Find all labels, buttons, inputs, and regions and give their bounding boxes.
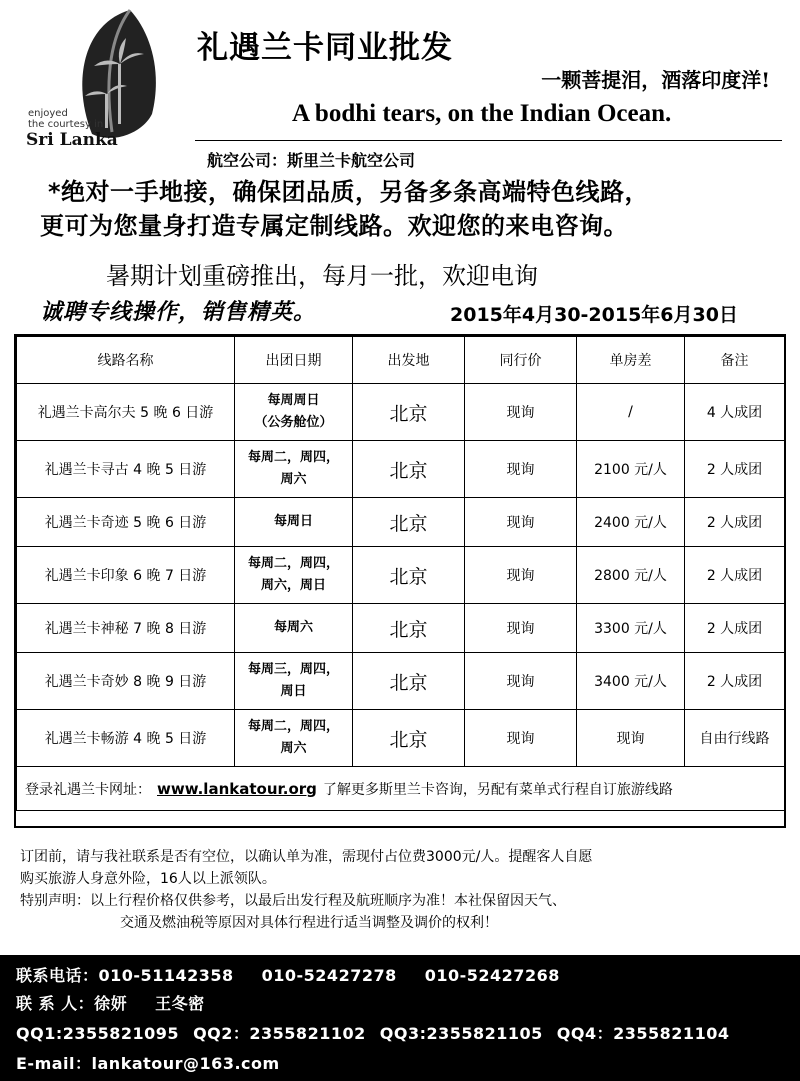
peer-price: 现询	[465, 498, 577, 547]
column-header: 单房差	[577, 337, 685, 384]
contact-panel	[0, 955, 800, 1081]
single-supplement: 3300 元/人	[577, 604, 685, 653]
route-table	[14, 334, 786, 828]
recruit-notice: 诚聘专线操作，销售精英。	[40, 300, 317, 325]
phone-label: 联系电话：	[16, 966, 99, 985]
qq-number: QQ2：2355821102	[193, 1024, 366, 1043]
peer-price: 现询	[465, 441, 577, 498]
contact-persons	[16, 991, 205, 1014]
website-label: 登录礼遇兰卡网址：	[25, 781, 151, 798]
peer-price: 现询	[465, 384, 577, 441]
table-row	[17, 710, 785, 767]
departure-city: 北京	[353, 653, 465, 710]
website-link[interactable]: www.lankatour.org	[157, 779, 317, 798]
phone-number: 010-52427268	[424, 966, 560, 985]
notes-line: 特别声明：以上行程价格仅供参考，以最后出发行程及航班顺序为准！本社保留因天气、	[20, 893, 566, 909]
contact-qq	[16, 1021, 729, 1044]
promo-line-1: *绝对一手地接，确保团品质，另备多条高端特色线路，	[48, 178, 650, 206]
column-header: 备注	[685, 337, 785, 384]
qq-number: QQ1:2355821095	[16, 1024, 180, 1043]
table-footer-row	[17, 767, 785, 811]
remark: 2 人成团	[685, 653, 785, 710]
table-row	[17, 653, 785, 710]
airline-info: 航空公司：斯里兰卡航空公司	[207, 151, 416, 170]
column-header: 出团日期	[235, 337, 353, 384]
peer-price: 现询	[465, 604, 577, 653]
validity-period: 2015年4月30-2015年6月30日	[450, 304, 738, 326]
column-header: 同行价	[465, 337, 577, 384]
header-divider	[195, 140, 782, 141]
departure-city: 北京	[353, 604, 465, 653]
table-header-row	[17, 337, 785, 384]
slogan-chinese: 一颗菩提泪，酒落印度洋!	[541, 68, 770, 92]
booking-notes	[20, 846, 780, 934]
table-row	[17, 604, 785, 653]
route-name: 礼遇兰卡高尔夫 5 晚 6 日游	[17, 384, 235, 441]
remark: 自由行线路	[685, 710, 785, 767]
departure-schedule: 每周二，周四， 周六，周日	[235, 547, 353, 604]
promo-line-3: 暑期计划重磅推出，每月一批，欢迎电询	[106, 262, 538, 290]
peer-price: 现询	[465, 547, 577, 604]
remark: 2 人成团	[685, 441, 785, 498]
table-row	[17, 547, 785, 604]
logo-tagline-2: the courtesy in	[28, 119, 104, 130]
column-header: 线路名称	[17, 337, 235, 384]
contact-phones	[16, 963, 560, 986]
remark: 2 人成团	[685, 547, 785, 604]
departure-schedule: 每周周日 （公务舱位）	[235, 384, 353, 441]
website-note-text: 了解更多斯里兰卡咨询，另配有菜单式行程自订旅游线路	[322, 781, 673, 798]
person-label: 联 系 人：	[16, 994, 95, 1013]
remark: 4 人成团	[685, 384, 785, 441]
single-supplement: 3400 元/人	[577, 653, 685, 710]
notes-line: 交通及燃油税等原因对具体行程进行适当调整及调价的权利！	[120, 915, 498, 931]
departure-city: 北京	[353, 498, 465, 547]
remark: 2 人成团	[685, 604, 785, 653]
departure-city: 北京	[353, 441, 465, 498]
table-row	[17, 498, 785, 547]
peer-price: 现询	[465, 653, 577, 710]
route-name: 礼遇兰卡寻古 4 晚 5 日游	[17, 441, 235, 498]
table-row	[17, 441, 785, 498]
table-row	[17, 384, 785, 441]
contact-person: 徐妍	[94, 994, 128, 1013]
website-note	[17, 767, 785, 811]
departure-schedule: 每周二，周四， 周六	[235, 710, 353, 767]
logo-tagline-1: enjoyed	[28, 108, 68, 119]
phone-number: 010-52427278	[261, 966, 397, 985]
remark: 2 人成团	[685, 498, 785, 547]
qq-number: QQ4：2355821104	[556, 1024, 730, 1043]
slogan-english: A bodhi tears, on the Indian Ocean.	[292, 100, 672, 127]
notes-line: 购买旅游人身意外险，16人以上派领队。	[20, 871, 276, 887]
single-supplement: 2400 元/人	[577, 498, 685, 547]
single-supplement: 现询	[577, 710, 685, 767]
route-name: 礼遇兰卡印象 6 晚 7 日游	[17, 547, 235, 604]
contact-person: 王冬密	[155, 994, 205, 1013]
route-name: 礼遇兰卡奇迹 5 晚 6 日游	[17, 498, 235, 547]
departure-city: 北京	[353, 547, 465, 604]
departure-schedule: 每周六	[235, 604, 353, 653]
contact-email	[16, 1051, 280, 1074]
email-address[interactable]: lankatour@163.com	[91, 1054, 280, 1073]
qq-number: QQ3:2355821105	[379, 1024, 543, 1043]
route-name: 礼遇兰卡神秘 7 晚 8 日游	[17, 604, 235, 653]
peer-price: 现询	[465, 710, 577, 767]
phone-number: 010-51142358	[98, 966, 234, 985]
single-supplement: /	[577, 384, 685, 441]
column-header: 出发地	[353, 337, 465, 384]
email-label: E-mail：	[16, 1054, 92, 1073]
route-name: 礼遇兰卡奇妙 8 晚 9 日游	[17, 653, 235, 710]
single-supplement: 2800 元/人	[577, 547, 685, 604]
page-title: 礼遇兰卡同业批发	[197, 30, 453, 66]
departure-schedule: 每周二，周四， 周六	[235, 441, 353, 498]
notes-line: 订团前，请与我社联系是否有空位，以确认单为准，需现付占位费3000元/人。提醒客人自愿	[20, 849, 593, 865]
single-supplement: 2100 元/人	[577, 441, 685, 498]
departure-schedule: 每周三，周四， 周日	[235, 653, 353, 710]
logo-brand: Sri Lanka	[26, 130, 118, 150]
departure-city: 北京	[353, 710, 465, 767]
departure-schedule: 每周日	[235, 498, 353, 547]
route-name: 礼遇兰卡畅游 4 晚 5 日游	[17, 710, 235, 767]
departure-city: 北京	[353, 384, 465, 441]
promo-line-2: 更可为您量身打造专属定制线路。欢迎您的来电咨询。	[40, 212, 628, 240]
